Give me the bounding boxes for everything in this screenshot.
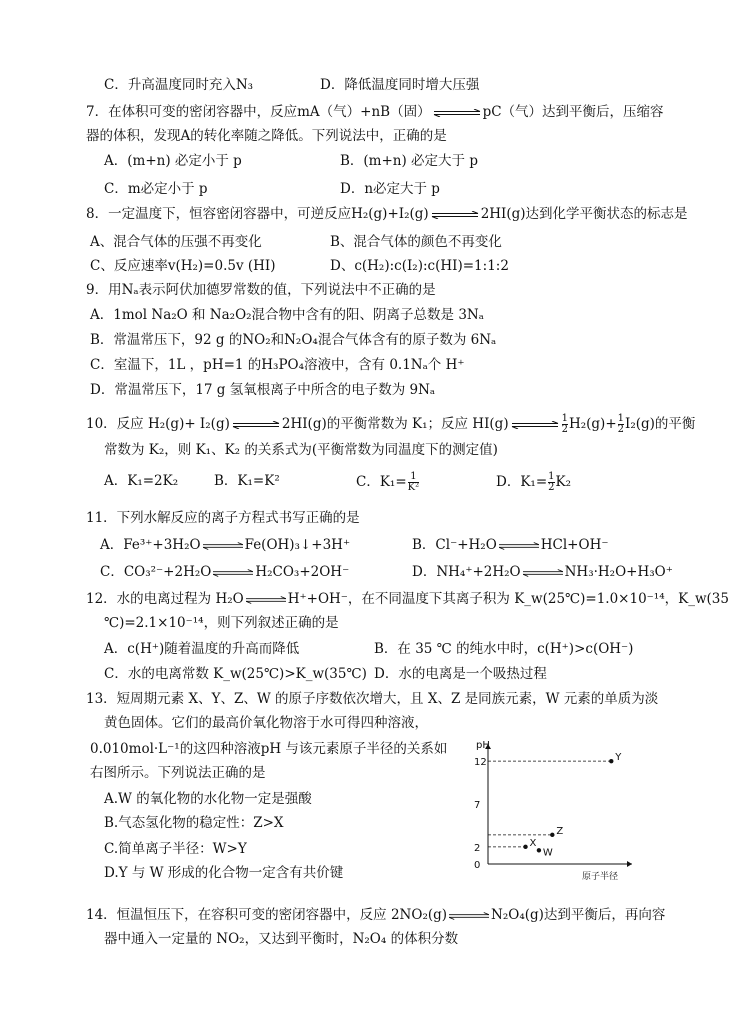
- q11-stem: 11．下列水解反应的离子方程式书写正确的是: [86, 510, 360, 526]
- q8-option-b: B、混合气体的颜色不再变化: [330, 234, 502, 250]
- point-label-W: W: [542, 847, 553, 859]
- half-fraction: $\frac{1}{2}$: [561, 413, 568, 435]
- equilibrium-arrow-icon: [203, 542, 243, 550]
- y-tick-label: 0: [474, 860, 481, 871]
- q6-option-d: D．降低温度同时增大压强: [320, 77, 480, 93]
- equilibrium-arrow-icon: [499, 542, 539, 550]
- q10-option-d: D．K₁= $\frac{1}{2}$ K₂: [496, 471, 572, 493]
- q7-option-d: D．n必定大于 p: [340, 181, 440, 197]
- q7-option-b: B．(m+n) 必定大于 p: [340, 153, 478, 169]
- q7-stem-line2: 器的体积，发现A的转化率随之降低。下列说法中，正确的是: [86, 128, 447, 144]
- equilibrium-arrow-icon: [232, 421, 280, 429]
- y-tick-label: 2: [474, 842, 481, 854]
- q13-stem-line2: 黄色固体。它们的最高价氧化物溶于水可得四种溶液，: [104, 715, 428, 731]
- y-tick-label: 12: [474, 757, 487, 769]
- q9-option-c: C．室温下，1L ，pH=1 的H₃PO₄溶液中，含有 0.1Nₐ个 H⁺: [90, 357, 465, 373]
- q11-option-a: A．Fe³⁺+3H₂O Fe(OH)₃↓+3H⁺: [100, 537, 351, 553]
- point-X: [523, 845, 527, 849]
- q7-option-c: C．m必定小于 p: [104, 181, 208, 197]
- equilibrium-arrow-icon: [431, 211, 479, 219]
- equilibrium-arrow-icon: [511, 421, 559, 429]
- equilibrium-arrow-icon: [246, 596, 286, 604]
- q12-stem-line2: ℃)=2.1×10⁻¹⁴，则下列叙述正确的是: [104, 615, 339, 631]
- equilibrium-arrow-icon: [433, 109, 481, 117]
- point-label-X: X: [529, 837, 537, 849]
- q11-option-d: D．NH₄⁺+2H₂O NH₃·H₂O+H₃O⁺: [412, 564, 673, 580]
- q7-stem-part1: 7．在体积可变的密闭容器中，反应mA（气）+nB（固）: [86, 104, 431, 120]
- x-axis-arrow: [627, 861, 632, 867]
- q13-option-c: C.简单离子半径：W>Y: [104, 841, 247, 857]
- equilibrium-arrow-icon: [213, 569, 253, 577]
- q8-stem: [86, 205, 688, 223]
- q8-stem-part2: 2HI(g)达到化学平衡状态的标志是: [480, 206, 688, 222]
- q10-stem-part3: H₂(g)+: [568, 416, 617, 432]
- q10-option-a: A．K₁=2K₂: [104, 473, 179, 489]
- q7-option-a: A．(m+n) 必定小于 p: [104, 153, 242, 169]
- q14-stem-line2: 器中通入一定量的 NO₂，又达到平衡时，N₂O₄ 的体积分数: [104, 931, 459, 947]
- q11-option-c: C．CO₃²⁻+2H₂O H₂CO₃+2OH⁻: [100, 564, 350, 580]
- q10-stem-part2: 2HI(g)的平衡常数为 K₁；反应 HI(g): [281, 416, 509, 432]
- q9-option-a: A．1mol Na₂O 和 Na₂O₂混合物中含有的阳、阴离子总数是 3Nₐ: [90, 307, 484, 323]
- q9-stem: 9．用Nₐ表示阿伏加德罗常数的值，下列说法中不正确的是: [86, 282, 436, 298]
- q10-stem-part4: I₂(g)的平衡: [625, 416, 696, 432]
- q9-option-b: B．常温常压下，92 g 的NO₂和N₂O₄混合气体含有的原子数为 6Nₐ: [90, 332, 497, 348]
- q8-option-a: A、混合气体的压强不再变化: [90, 234, 262, 250]
- q12-option-b: B．在 35 ℃ 的纯水中时，c(H⁺)>c(OH⁻): [374, 641, 634, 657]
- q13-option-a: A.W 的氧化物的水化物一定是强酸: [104, 791, 312, 807]
- point-label-Z: Z: [556, 825, 564, 837]
- q13-option-d: D.Y 与 W 形成的化合物一定含有共价键: [104, 865, 344, 881]
- y-axis-label: pH: [476, 740, 490, 751]
- point-Y: [609, 759, 613, 763]
- q6-option-c: C．升高温度同时充入N₃: [104, 77, 254, 93]
- q8-stem-part1: 8．一定温度下，恒容密闭容器中，可逆反应H₂(g)+I₂(g): [86, 206, 429, 222]
- q13-option-b: B.气态氢化物的稳定性：Z>X: [104, 815, 284, 831]
- equilibrium-arrow-icon: [523, 569, 563, 577]
- q14-stem-line1: 14．恒温恒压下，在容积可变的密闭容器中，反应 2NO₂(g) N₂O₄(g)达到平衡后，再向容: [86, 907, 666, 923]
- q7-stem-line1: [86, 103, 664, 121]
- q11-option-b: B．Cl⁻+H₂O HCl+OH⁻: [412, 537, 609, 553]
- q13-stem-line1: 13．短周期元素 X、Y、Z、W 的原子序数依次增大，且 X、Z 是同族元素，W 元素的单质为淡: [86, 691, 659, 707]
- equilibrium-arrow-icon: [449, 912, 489, 920]
- half-fraction: $\frac{1}{2}$: [617, 413, 625, 435]
- q8-option-d: D、c(H₂):c(I₂):c(HI)=1:1:2: [330, 258, 509, 274]
- ph-vs-atomic-radius-chart: [464, 736, 644, 886]
- q10-stem-line2: 常数为 K₂，则 K₁、K₂ 的关系式为(平衡常数为同温度下的测定值): [104, 442, 498, 458]
- q10-stem-line1: [86, 414, 695, 435]
- point-Z: [550, 833, 554, 837]
- q10-option-b: B．K₁=K²: [214, 473, 280, 489]
- q10-option-c: C．K₁= $\frac{1}{\text{K²}}$: [356, 471, 420, 493]
- q13-stem-line4: 右图所示。下列说法正确的是: [90, 765, 266, 781]
- y-tick-label: 7: [474, 800, 481, 811]
- q12-option-a: A．c(H⁺)随着温度的升高而降低: [104, 641, 300, 657]
- point-W: [537, 848, 541, 852]
- q12-stem-line1: 12．水的电离过程为 H₂O H⁺+OH⁻，在不同温度下其离子积为 K_w(25℃)=1.0×10⁻¹⁴，K_w(35: [86, 591, 729, 607]
- q9-option-d: D．常温常压下，17 g 氢氧根离子中所含的电子数为 9Nₐ: [90, 382, 436, 398]
- q12-option-d: D．水的电离是一个吸热过程: [374, 666, 547, 682]
- q7-stem-part2: pC（气）达到平衡后，压缩容: [482, 104, 664, 120]
- q12-option-c: C．水的电离常数 K_w(25℃)>K_w(35℃): [104, 666, 367, 682]
- q8-option-c: C、反应速率v(H₂)=0.5v (HI): [90, 258, 276, 274]
- q10-stem-part1: 10．反应 H₂(g)+ I₂(g): [86, 416, 230, 432]
- x-axis-label: 原子半径: [582, 872, 619, 882]
- point-label-Y: Y: [615, 752, 622, 764]
- q13-stem-line3: 0.010mol·L⁻¹的这四种溶液pH 与该元素原子半径的关系如: [90, 741, 448, 757]
